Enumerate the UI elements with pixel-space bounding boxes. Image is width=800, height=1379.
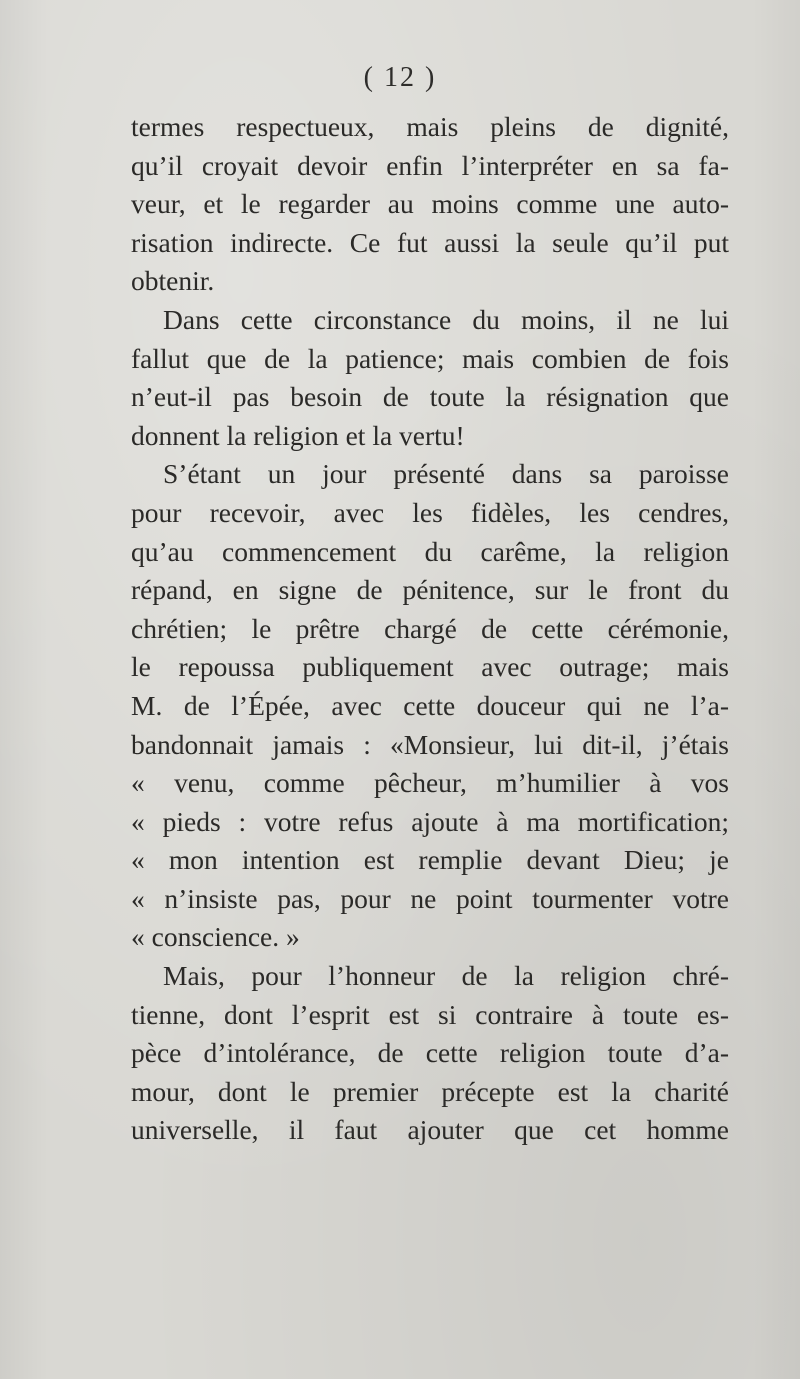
text-line: S’étant un jour présenté dans sa paroisse (163, 458, 729, 490)
text-line: n’eut-il pas besoin de toute la résignation que (131, 381, 729, 413)
paragraph (131, 455, 729, 957)
paragraph (131, 957, 729, 1150)
text-line: veur, et le regarder au moins comme une auto- (131, 188, 729, 220)
text-line: « pieds : votre refus ajoute à ma mortification; (131, 805, 729, 837)
text-line: « conscience. » (131, 921, 300, 953)
text-line: universelle, il faut ajouter que cet homme (131, 1114, 729, 1146)
text-line: obtenir. (131, 265, 215, 297)
paragraph (131, 301, 729, 455)
paragraph (131, 108, 729, 301)
text-line: mour, dont le premier précepte est la charité (131, 1075, 729, 1107)
text-line: risation indirecte. Ce fut aussi la seule qu’il put (131, 226, 729, 258)
text-line: répand, en signe de pénitence, sur le front du (131, 574, 729, 606)
text-line: Dans cette circonstance du moins, il ne lui (163, 303, 729, 335)
text-line: pèce d’intolérance, de cette religion toute d’a- (131, 1037, 729, 1069)
text-line: « mon intention est remplie devant Dieu; je (131, 844, 729, 876)
text-line: donnent la religion et la vertu! (131, 419, 465, 451)
text-line: M. de l’Épée, avec cette douceur qui ne l’a- (131, 689, 729, 721)
text-line: le repoussa publiquement avec outrage; mais (131, 651, 729, 683)
text-line: pour recevoir, avec les fidèles, les cendres, (131, 496, 729, 528)
text-line: chrétien; le prêtre chargé de cette cérémonie, (131, 612, 729, 644)
text-line: Mais, pour l’honneur de la religion chré- (163, 960, 729, 992)
text-line: qu’au commencement du carême, la religion (131, 535, 729, 567)
page-number: ( 12 ) (363, 62, 437, 93)
text-line: termes respectueux, mais pleins de dignité, (131, 111, 729, 142)
body-text (131, 108, 729, 1150)
text-line: « venu, comme pêcheur, m’humilier à vos (131, 767, 729, 799)
text-line: fallut que de la patience; mais combien de fois (131, 342, 729, 374)
text-line: tienne, dont l’esprit est si contraire à toute es- (131, 998, 729, 1030)
text-line: qu’il croyait devoir enfin l’interpréter en sa fa- (131, 149, 729, 181)
text-line: bandonnait jamais : «Monsieur, lui dit-il, j’étais (131, 728, 729, 760)
text-line: « n’insiste pas, pour ne point tourmenter votre (131, 882, 729, 914)
